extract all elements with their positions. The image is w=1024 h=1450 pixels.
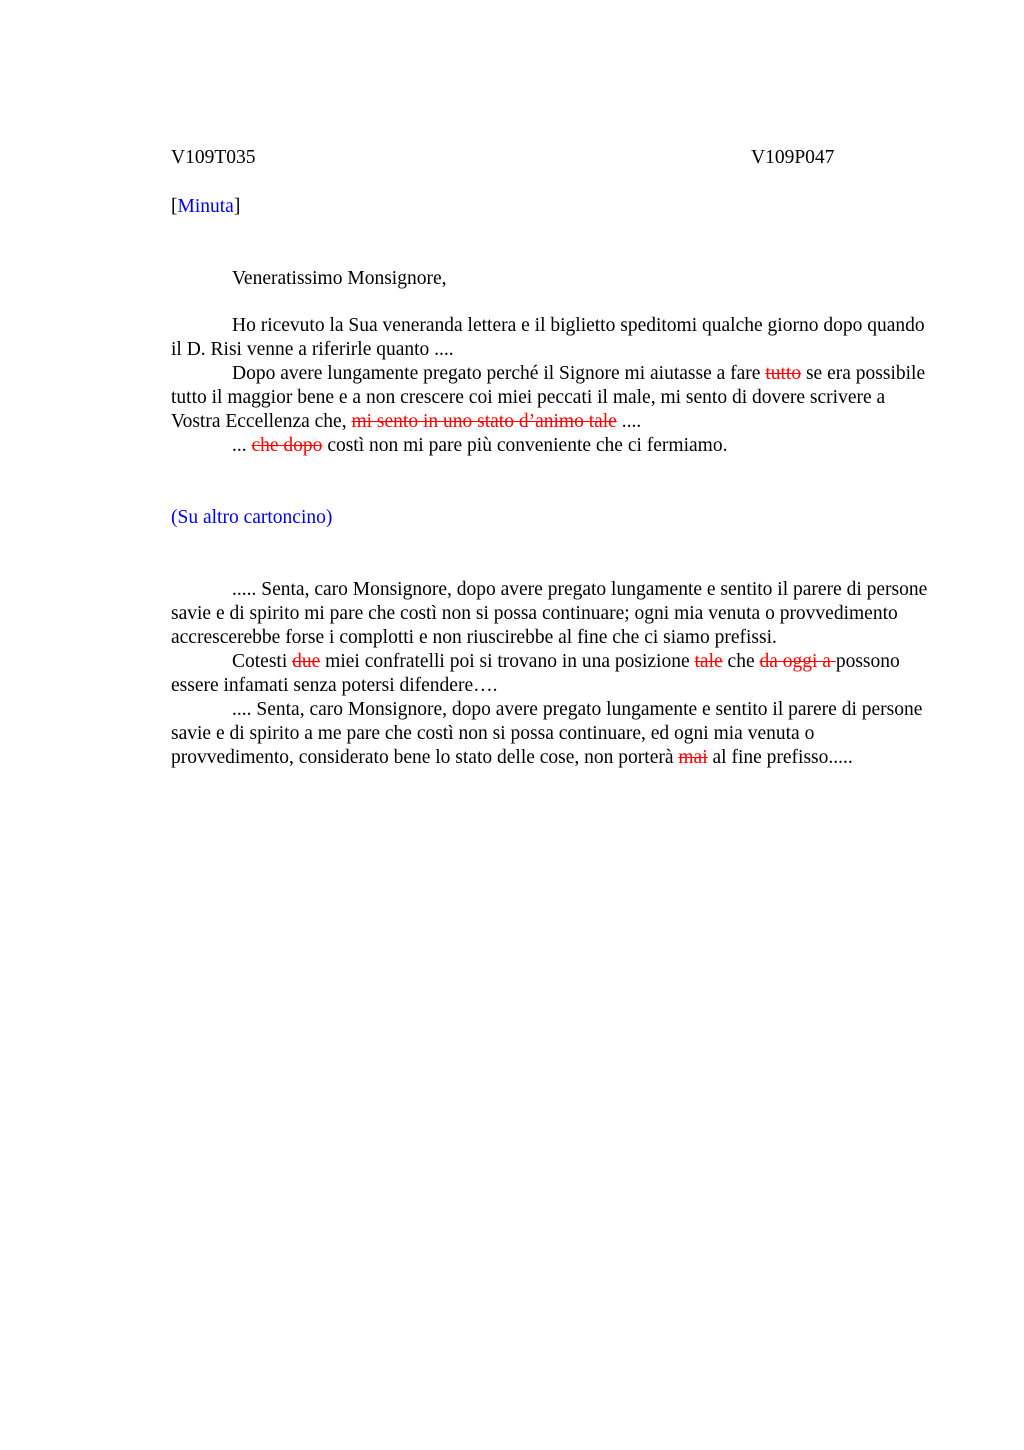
salutation: Veneratissimo Monsignore,	[232, 268, 447, 289]
paragraph-after-praying	[171, 362, 931, 434]
paragraph-senta-1: ..... Senta, caro Monsignore, dopo avere pregato lungamente e sentito il parere di persone savie e di spirito mi pare che costì non si possa continuare; ogni mia venuta o provvedimento accrescerebbe forse i complotti e non riuscirebbe al fine che ci siamo prefissi.	[171, 579, 928, 648]
document-id-right: V109P047	[751, 147, 835, 168]
text-segment: che	[722, 651, 760, 672]
deleted-phrase: da oggi a	[759, 651, 836, 672]
text-segment: al fine prefisso.....	[707, 747, 853, 768]
paragraph-senta-2	[171, 698, 931, 770]
text-segment: Cotesti	[232, 651, 293, 672]
text-segment: ...	[232, 435, 252, 456]
paragraph-confratelli	[171, 650, 931, 698]
paragraph-not-convenient	[171, 434, 931, 458]
minuta-note	[171, 195, 931, 219]
minuta-label: Minuta	[177, 196, 234, 217]
cartoncino-note: (Su altro cartoncino)	[171, 507, 333, 528]
deleted-word: mai	[678, 747, 708, 768]
letter-section-1	[171, 314, 931, 458]
letter-section-2	[171, 578, 931, 770]
deleted-word: tutto	[765, 363, 802, 384]
minuta-open-bracket: [	[171, 196, 178, 217]
letter-page	[171, 145, 931, 770]
text-segment: .... Senta, caro Monsignore, dopo avere pregato lungamente e sentito il parere di persone savie e di spirito a me pare che costì non si possa continuare, ed ogni mia venuta o provvedimento, considerato bene lo stato delle cose, non porterà	[171, 699, 923, 768]
deleted-word: due	[292, 651, 321, 672]
document-id-row	[171, 145, 931, 171]
text-segment: se era possibile tutto il maggior bene e a non crescere coi miei peccati il male, mi sento di dovere scrivere a Vostra Eccellenza che,	[171, 363, 926, 432]
deleted-word: tale	[694, 651, 723, 672]
text-segment: miei confratelli poi si trovano in una posizione	[320, 651, 695, 672]
text-segment: possono essere infamati senza potersi difendere….	[171, 651, 900, 696]
deleted-phrase: che dopo	[251, 435, 323, 456]
text-segment: ....	[616, 411, 642, 432]
deleted-phrase: mi sento in uno stato d’animo tale	[351, 411, 617, 432]
paragraph-received-letter: Ho ricevuto la Sua veneranda lettera e il biglietto speditomi qualche giorno dopo quando il D. Risi venne a riferirle quanto ....	[171, 315, 925, 360]
text-segment: Dopo avere lungamente pregato perché il Signore mi aiutasse a fare	[232, 363, 766, 384]
document-id-left: V109T035	[171, 147, 256, 168]
minuta-close-bracket: ]	[233, 196, 241, 217]
text-segment: costì non mi pare più conveniente che ci fermiamo.	[322, 435, 728, 456]
